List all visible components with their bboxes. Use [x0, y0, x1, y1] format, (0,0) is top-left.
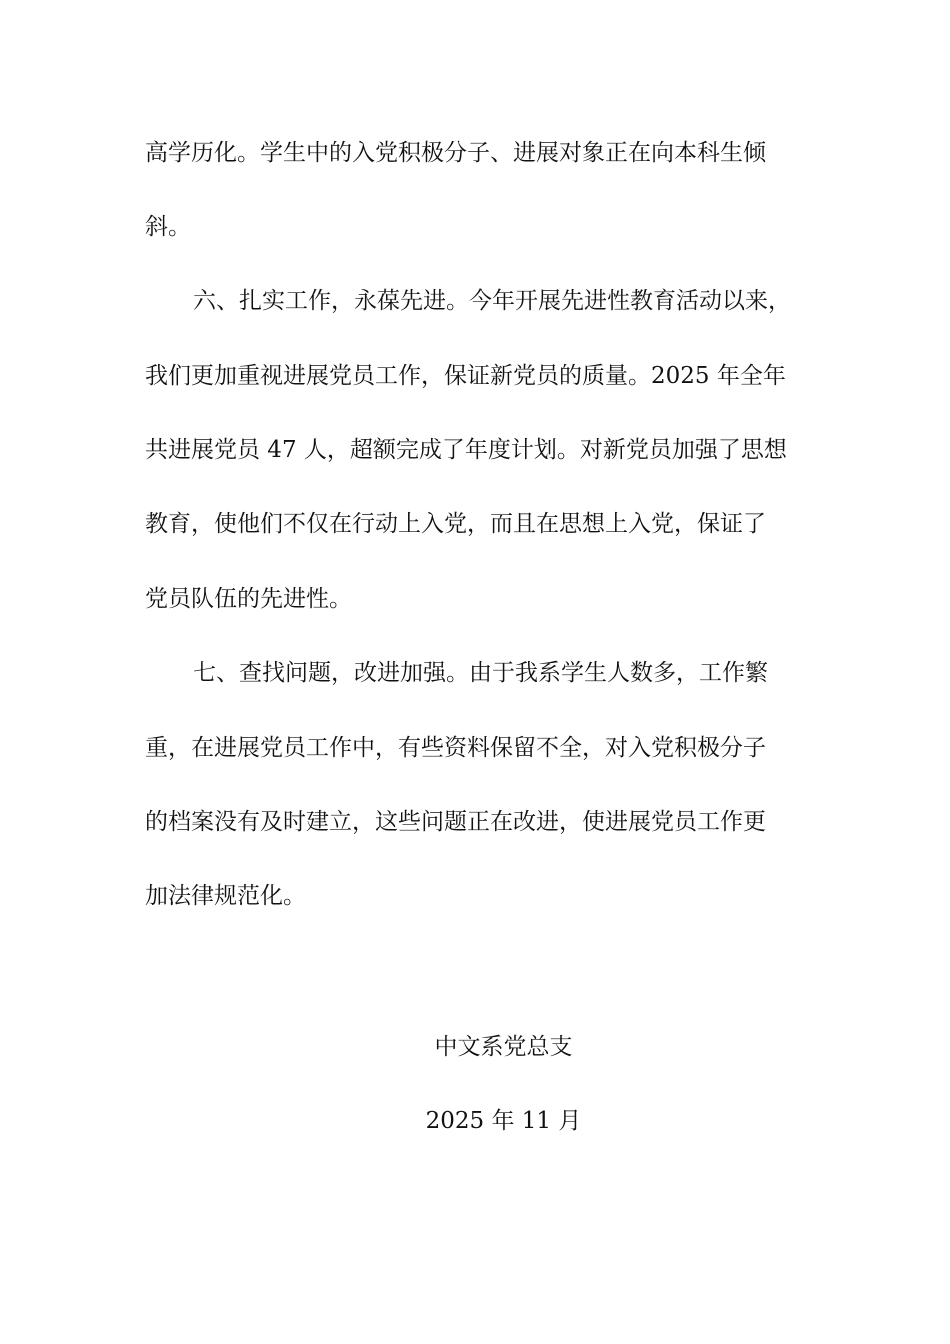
paragraph-line: 重，在进展党员工作中，有些资料保留不全，对入党积极分子	[145, 735, 766, 761]
paragraph-line: 的档案没有及时建立，这些问题正在改进，使进展党员工作更	[145, 809, 766, 835]
paragraph-line: 我们更加重视进展党员工作，保证新党员的质量。2025 年全年	[145, 363, 786, 389]
paragraph-line: 党员队伍的先进性。	[145, 586, 352, 612]
signature-date: 2025 年 11 月	[425, 1108, 582, 1134]
paragraph-line: 六、扎实工作，永葆先进。今年开展先进性教育活动以来，	[193, 288, 791, 314]
paragraph-line: 共进展党员 47 人，超额完成了年度计划。对新党员加强了思想	[145, 437, 787, 463]
paragraph-line: 加法律规范化。	[145, 883, 306, 909]
paragraph-line: 高学历化。学生中的入党积极分子、进展对象正在向本科生倾	[145, 140, 766, 166]
paragraph-line: 教育，使他们不仅在行动上入党，而且在思想上入党，保证了	[145, 511, 766, 537]
paragraph-line: 斜。	[145, 214, 191, 240]
paragraph-line: 七、查找问题，改进加强。由于我系学生人数多，工作繁	[193, 660, 768, 686]
signature-organization: 中文系党总支	[434, 1034, 573, 1060]
